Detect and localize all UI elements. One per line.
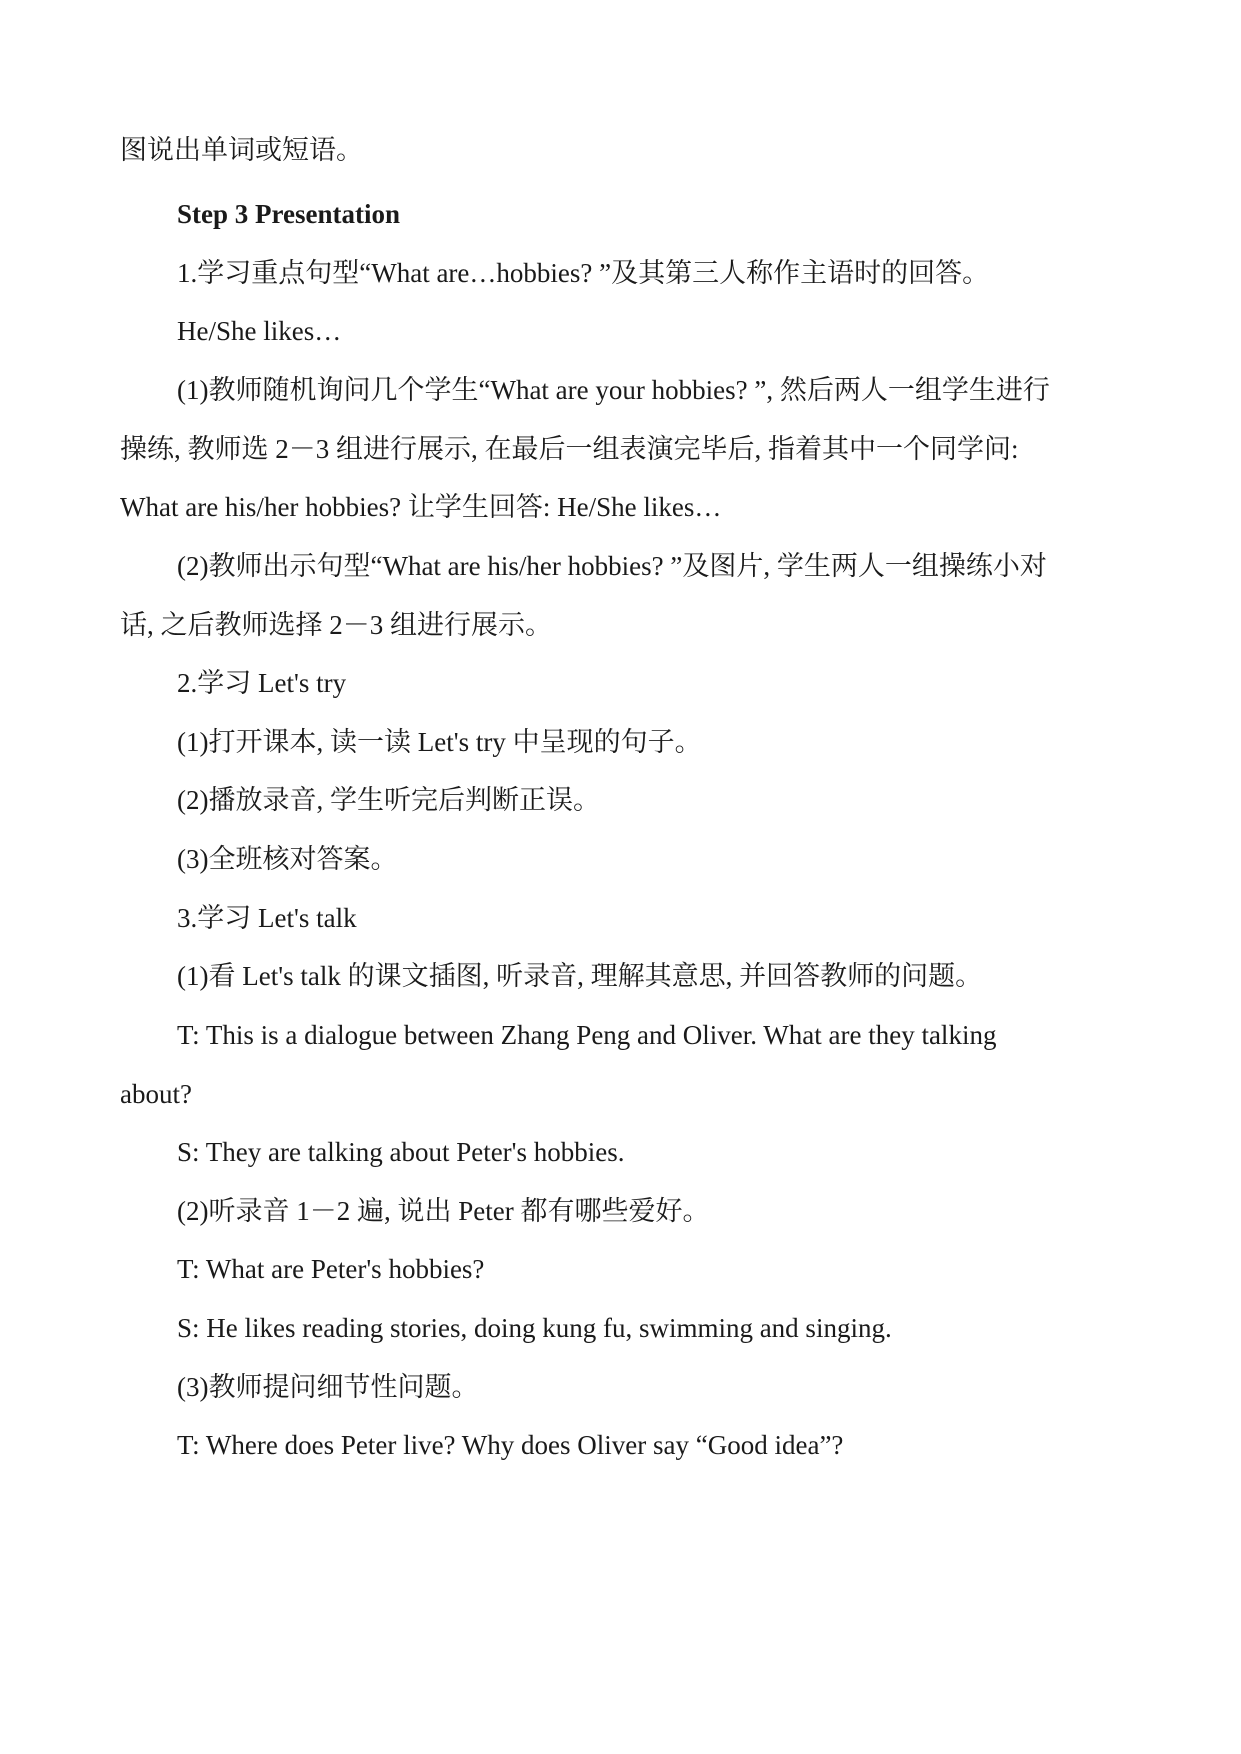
text-line: 操练, 教师选 2－3 组进行展示, 在最后一组表演完毕后, 指着其中一个同学问: [120, 434, 1019, 464]
text-line: 话, 之后教师选择 2－3 组进行展示。 [120, 610, 552, 640]
text-line: (2)播放录音, 学生听完后判断正误。 [177, 785, 600, 815]
text-line: He/She likes… [177, 316, 342, 346]
section-heading: Step 3 Presentation [177, 199, 400, 229]
text-line: (1)教师随机询问几个学生“What are your hobbies? ”, 然后两人一组学生进行 [177, 375, 1050, 405]
text-line: (1)打开课本, 读一读 Let's try 中呈现的句子。 [177, 727, 702, 757]
text-line: (2)听录音 1－2 遍, 说出 Peter 都有哪些爱好。 [177, 1196, 710, 1226]
text-line: T: This is a dialogue between Zhang Peng and Oliver. What are they talking [177, 1020, 997, 1050]
text-line: 3.学习 Let's talk [177, 903, 357, 933]
text-line: S: He likes reading stories, doing kung fu, swimming and singing. [177, 1313, 892, 1343]
text-line: S: They are talking about Peter's hobbies. [177, 1137, 625, 1167]
text-line: 图说出单词或短语。 [120, 135, 363, 165]
text-line: 2.学习 Let's try [177, 668, 347, 698]
text-line: about? [120, 1079, 192, 1109]
text-line: T: Where does Peter live? Why does Oliver say “Good idea”? [177, 1430, 844, 1460]
text-line: (2)教师出示句型“What are his/her hobbies? ”及图片, 学生两人一组操练小对 [177, 551, 1047, 581]
text-line: What are his/her hobbies? 让学生回答: He/She likes… [120, 492, 722, 522]
text-line: T: What are Peter's hobbies? [177, 1254, 485, 1284]
text-line: (1)看 Let's talk 的课文插图, 听录音, 理解其意思, 并回答教师的问题。 [177, 961, 983, 991]
text-line: 1.学习重点句型“What are…hobbies? ”及其第三人称作主语时的回答。 [177, 258, 990, 288]
text-line: (3)全班核对答案。 [177, 844, 398, 874]
text-line: (3)教师提问细节性问题。 [177, 1372, 479, 1402]
